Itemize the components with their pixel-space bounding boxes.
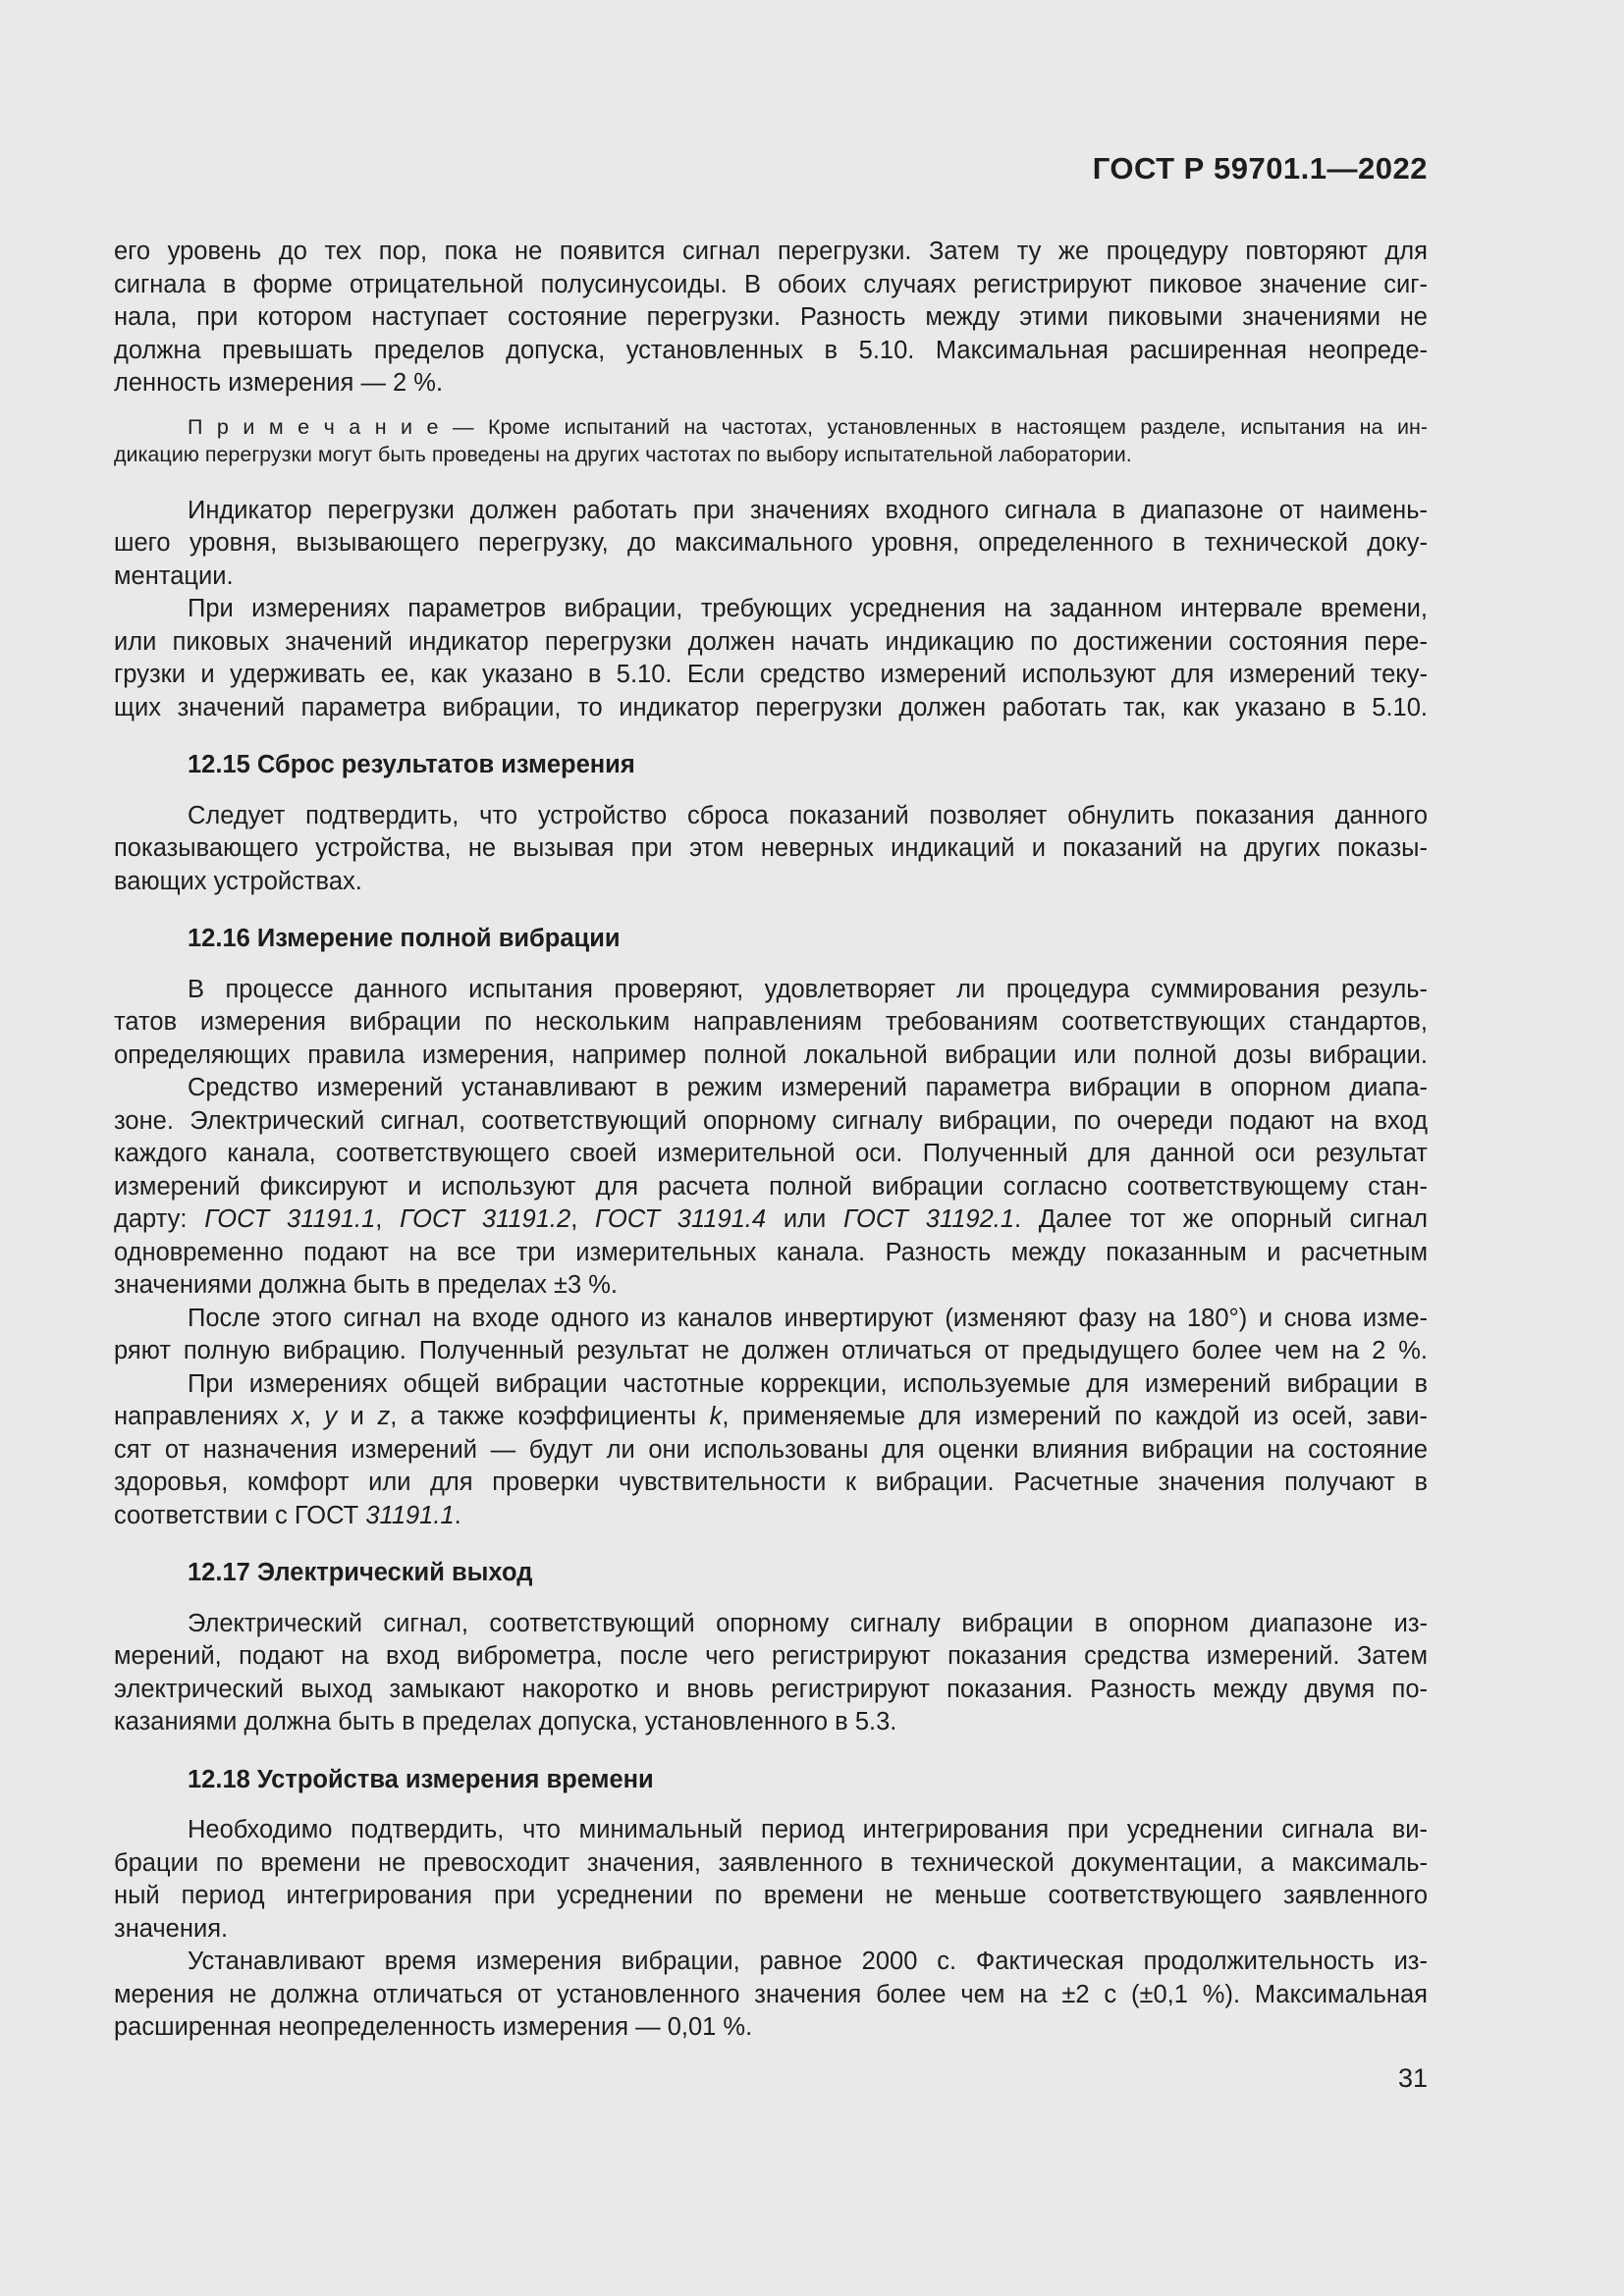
page-number: 31 [1397,2062,1428,2093]
text-line: 12.16 Измерение полной вибрации [188,925,621,952]
text-line: 12.17 Электрический выход [188,1559,533,1586]
text-line: электрический выход замыкают накоротко и вновь регистрируют показания. Разность между двумя по- [114,1675,1428,1703]
text-line: 12.18 Устройства измерения времени [188,1765,654,1793]
text-line: его уровень до тех пор, пока не появится сигнал перегрузки. Затем ту же процедуру повторяют для [114,238,1428,265]
text-line: татов измерения вибрации по нескольким направлениям требованиям соответствующих стандартов, [114,1008,1428,1036]
text-line: сигнала в форме отрицательной полусинусоиды. В обоих случаях регистрируют пиковое значение сиг- [114,270,1428,298]
paragraph [114,593,1428,724]
text-line: Следует подтвердить, что устройство сброса показаний позволяет обнулить показания данного [188,801,1428,829]
text-line: здоровья, комфорт или для проверки чувствительности к вибрации. Расчетные значения получают в [114,1468,1428,1496]
text-line: определяющих правила измерения, например полной локальной вибрации или полной дозы вибрации. [114,1041,1428,1069]
text-line: измерений фиксируют и используют для расчета полной вибрации согласно соответствующему стан- [114,1172,1428,1201]
text-line: 12.15 Сброс результатов измерения [188,751,635,778]
text-line: Устанавливают время измерения вибрации, равное 2000 с. Фактическая продолжительность из- [188,1948,1428,1975]
section-heading [114,1557,1428,1590]
text-line: должна превышать пределов допуска, установленных в 5.10. Максимальная расширенная неопреде- [114,336,1428,364]
text-line: В процессе данного испытания проверяют, удовлетворяет ли процедура суммирования резуль- [188,975,1428,1003]
paragraph [114,1814,1428,1946]
text-line: дарту: ГОСТ 31191.1, ГОСТ 31191.2, ГОСТ 31191.4 или ГОСТ 31192.1. Далее тот же опорный сигнал [114,1205,1428,1233]
text-line: Средство измерений устанавливают в режим измерений параметра вибрации в опорном диапа- [188,1074,1428,1101]
text-line: расширенная неопределенность измерения — 0,01 %. [114,2013,753,2041]
section-heading [114,923,1428,956]
text-line: ный период интегрирования при усреднении по времени не меньше соответствующего заявленного [114,1882,1428,1909]
text-line: мерений, подают на вход виброметра, после чего регистрируют показания средства измерений. Затем [114,1642,1428,1670]
document-body [114,236,1428,2045]
text-line: мерения не должна отличаться от установленного значения более чем на ±2 с (±0,1 %). Максимальная [114,1980,1428,2008]
text-line: шего уровня, вызывающего перегрузку, до максимального уровня, определенного в технической доку- [114,529,1428,557]
section-heading [114,1764,1428,1797]
text-line: значения. [114,1914,229,1943]
note-block [114,413,1428,468]
text-line: Индикатор перегрузки должен работать при значениях входного сигнала в диапазоне от наимень- [188,496,1428,524]
page-sheet [114,149,1428,2095]
paragraph [114,1303,1428,1368]
text-line: сят от назначения измерений — будут ли они использованы для оценки влияния вибрации на состояние [114,1435,1428,1464]
document-code-header: ГОСТ Р 59701.1—2022 [1092,151,1428,186]
text-line: После этого сигнал на входе одного из каналов инвертируют (изменяют фазу на 180°) и снова изме- [188,1304,1428,1332]
paragraph [114,1946,1428,2045]
paragraph [114,236,1428,400]
text-line: каждого канала, соответствующего своей измерительной оси. Полученный для данной оси результат [114,1140,1428,1167]
text-line: ленность измерения — 2 %. [114,369,444,397]
text-line: зоне. Электрический сигнал, соответствующий опорному сигналу вибрации, по очереди подают на вход [114,1106,1428,1135]
text-line: соответствии с ГОСТ 31191.1. [114,1501,461,1529]
paragraph [114,495,1428,594]
text-line: нала, при котором наступает состояние перегрузки. Разность между этими пиковыми значениями не [114,303,1428,331]
text-line: ментации. [114,561,234,590]
text-line: направлениях x, y и z, а также коэффициенты k, применяемые для измерений по каждой из осей, зави- [114,1403,1428,1430]
text-line: дикацию перегрузки могут быть проведены на других частотах по выбору испытательной лаборатории. [114,442,1132,466]
text-line: ряют полную вибрацию. Полученный результат не должен отличаться от предыдущего более чем на 2 %. [114,1337,1428,1364]
paragraph [114,800,1428,899]
text-line: Электрический сигнал, соответствующий опорному сигналу вибрации в опорном диапазоне из- [188,1609,1428,1637]
text-line: При измерениях параметров вибрации, требующих усреднения на заданном интервале времени, [188,595,1428,622]
text-line: Необходимо подтвердить, что минимальный период интегрирования при усреднении сигнала ви- [188,1816,1428,1843]
paragraph [114,1368,1428,1533]
text-line: показывающего устройства, не вызывая при этом неверных индикаций и показаний на других показы- [114,834,1428,862]
paragraph [114,1608,1428,1739]
text-line: При измерениях общей вибрации частотные коррекции, используемые для измерений вибрации в [188,1369,1428,1398]
paragraph [114,1072,1428,1303]
text-line: брации по времени не превосходит значения, заявленного в технической документации, а максималь- [114,1848,1428,1877]
text-line: вающих устройствах. [114,867,362,895]
section-heading [114,749,1428,782]
text-line: значениями должна быть в пределах ±3 %. [114,1271,619,1299]
text-line: казаниями должна быть в пределах допуска, установленного в 5.3. [114,1708,897,1735]
text-line: щих значений параметра вибрации, то индикатор перегрузки должен работать так, как указано в 5.10. [114,693,1428,721]
text-line: или пиковых значений индикатор перегрузки должен начать индикацию по достижении состояния пере- [114,627,1428,656]
paragraph [114,974,1428,1073]
text-line: одновременно подают на все три измерительных канала. Разность между показанным и расчетным [114,1238,1428,1266]
text-line: П р и м е ч а н и е — Кроме испытаний на частотах, установленных в настоящем разделе, испытания на ин- [188,414,1428,439]
text-line: грузки и удерживать ее, как указано в 5.10. Если средство измерений используют для измерений теку- [114,661,1428,688]
